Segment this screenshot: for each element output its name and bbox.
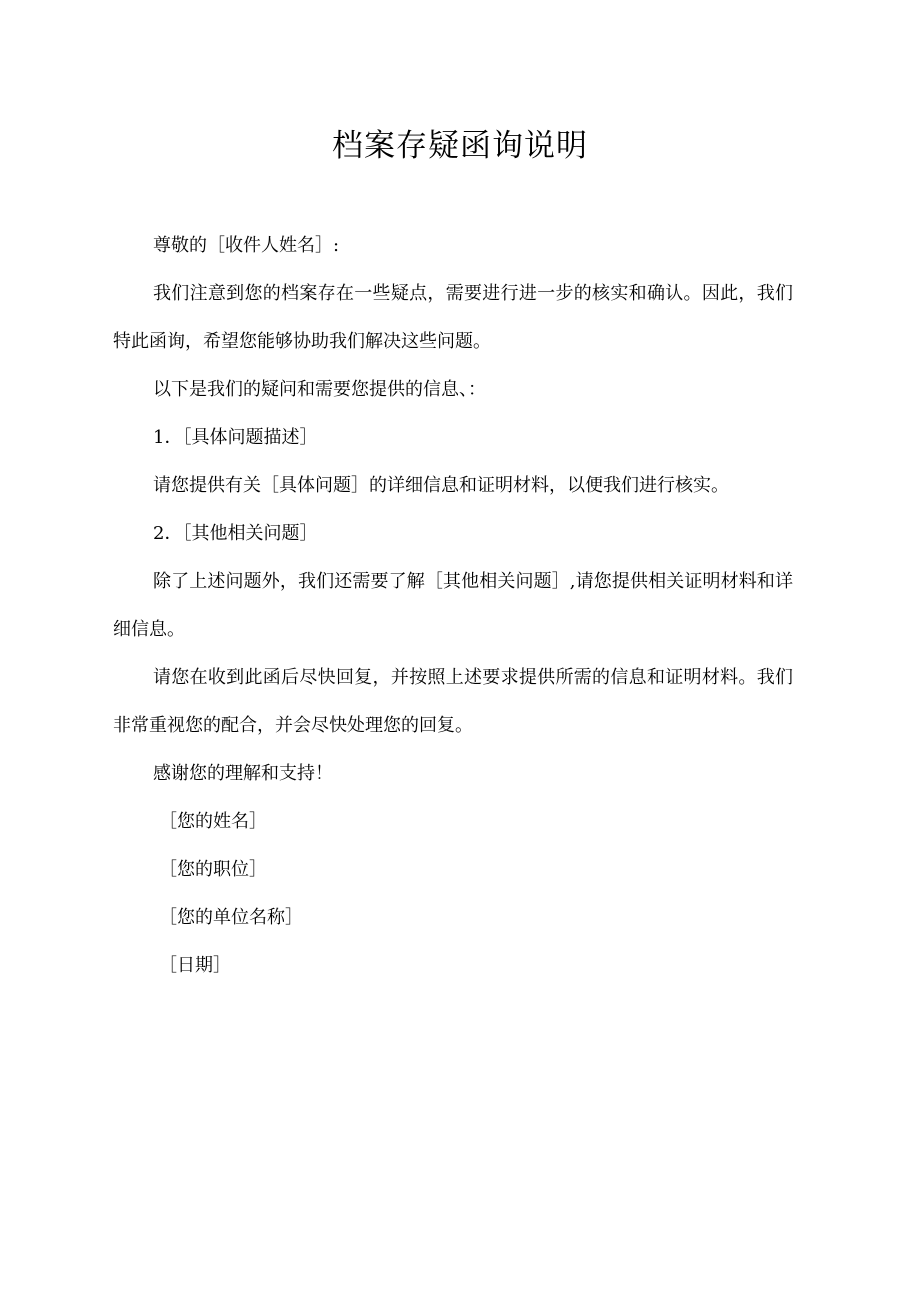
signature-date: ［日期］ <box>159 955 231 976</box>
salutation: 尊敬的［收件人姓名］: <box>153 235 340 256</box>
item-2-title: 2．［其他相关问题］ <box>153 523 318 544</box>
request-paragraph: 请您在收到此函后尽快回复，并按照上述要求提供所需的信息和证明材料。我们非常重视您的配合，并会尽快处理您的回复。 <box>113 667 793 736</box>
intro-paragraph: 我们注意到您的档案存在一些疑点，需要进行进一步的核实和确认。因此，我们特此函询，希望您能够协助我们解决这些问题。 <box>113 283 793 352</box>
list-intro: 以下是我们的疑问和需要您提供的信息、： <box>153 379 486 400</box>
signature-organization: ［您的单位名称］ <box>159 907 303 928</box>
signature-position: ［您的职位］ <box>159 859 267 880</box>
item-1-title: 1．［具体问题描述］ <box>153 427 318 448</box>
item-1-body: 请您提供有关［具体问题］的详细信息和证明材料，以便我们进行核实。 <box>153 475 729 496</box>
document-title: 档案存疑函询说明 <box>332 128 588 164</box>
signature-name: ［您的姓名］ <box>159 811 267 832</box>
thanks-line: 感谢您的理解和支持！ <box>153 763 333 784</box>
item-2-body: 除了上述问题外，我们还需要了解［其他相关问题］,请您提供相关证明材料和详细信息。 <box>113 571 793 640</box>
letter-body <box>113 222 793 990</box>
